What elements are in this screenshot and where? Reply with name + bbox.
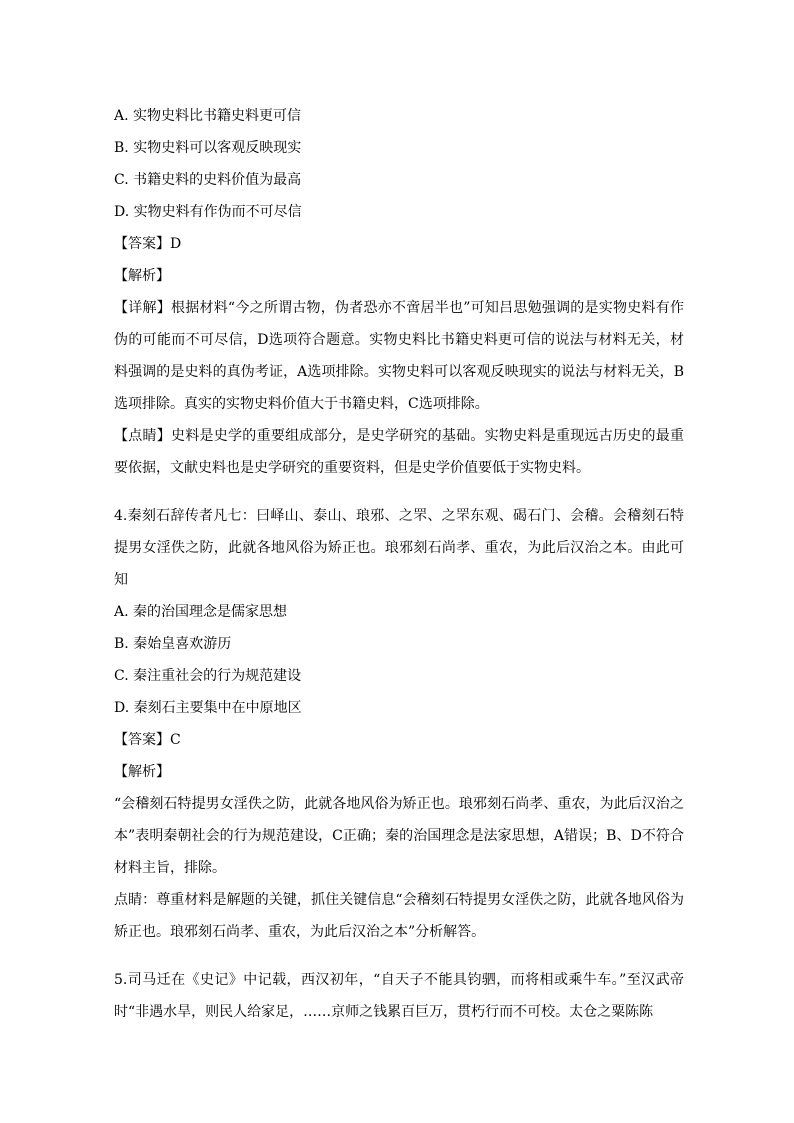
- q3-answer: 【答案】D: [114, 236, 182, 252]
- q4-option-c: C. 秦注重社会的行为规范建设: [114, 668, 302, 684]
- q4-option-d: D. 秦刻石主要集中在中原地区: [114, 700, 302, 716]
- q4-detail: “会稽刻石特提男女淫佚之防，此就各地风俗为矫正也。琅邪刻石尚孝、重农，为此后汉治之本”表明秦朝社会的行为规范建设，C正确；秦的治国理念是法家思想，A错误；B、D不符合材料主旨，排除。: [114, 796, 684, 876]
- q3-option-d: D. 实物史料有作伪而不可尽信: [114, 204, 302, 220]
- section-gap: [114, 484, 684, 500]
- q4-option-a: A. 秦的治国理念是儒家思想: [114, 604, 288, 620]
- q3-option-a: A. 实物史料比书籍史料更可信: [114, 108, 302, 124]
- q4-answer: 【答案】C: [114, 732, 181, 748]
- q3-detail: 【详解】根据材料“今之所谓古物，伪者恐亦不啻居半也”可知吕思勉强调的是实物史料有作伪的可能而不可尽信，D选项符合题意。实物史料比书籍史料更可信的说法与材料无关，材料强调的是史料的真伪考证，A选项排除。实物史料可以客观反映现实的说法与材料无关，B选项排除。真实的实物史料价值大于书籍史料，C选项排除。: [114, 300, 684, 412]
- q4-analysis-heading: 【解析】: [114, 764, 170, 780]
- q4-comment: 点睛：尊重材料是解题的关键，抓住关键信息“会稽刻石特提男女淫佚之防，此就各地风俗为矫正也。琅邪刻石尚孝、重农，为此后汉治之本”分析解答。: [114, 892, 684, 940]
- q4-option-b: B. 秦始皇喜欢游历: [114, 636, 232, 652]
- q5-stem: 5.司马迁在《史记》中记载，西汉初年，“自天子不能具钧驷，而将相或乘牛车。”至汉武帝时“非遇水旱，则民人给家足，……京师之钱累百巨万，贯朽行而不可校。太仓之粟陈陈: [114, 972, 684, 1020]
- document-content: [114, 100, 684, 1028]
- section-gap: [114, 948, 684, 964]
- q4-stem: 4.秦刻石辞传者凡七：曰峄山、泰山、琅邪、之罘、之罘东观、碣石门、会稽。会稽刻石特提男女淫佚之防，此就各地风俗为矫正也。琅邪刻石尚孝、重农，为此后汉治之本。由此可知: [114, 508, 684, 588]
- q3-comment: 【点睛】史料是史学的重要组成部分，是史学研究的基础。实物史料是重现远古历史的最重要依据，文献史料也是史学研究的重要资料，但是史学价值要低于实物史料。: [114, 428, 684, 476]
- q3-option-c: C. 书籍史料的史料价值为最高: [114, 172, 302, 188]
- q3-option-b: B. 实物史料可以客观反映现实: [114, 140, 302, 156]
- q3-analysis-heading: 【解析】: [114, 268, 170, 284]
